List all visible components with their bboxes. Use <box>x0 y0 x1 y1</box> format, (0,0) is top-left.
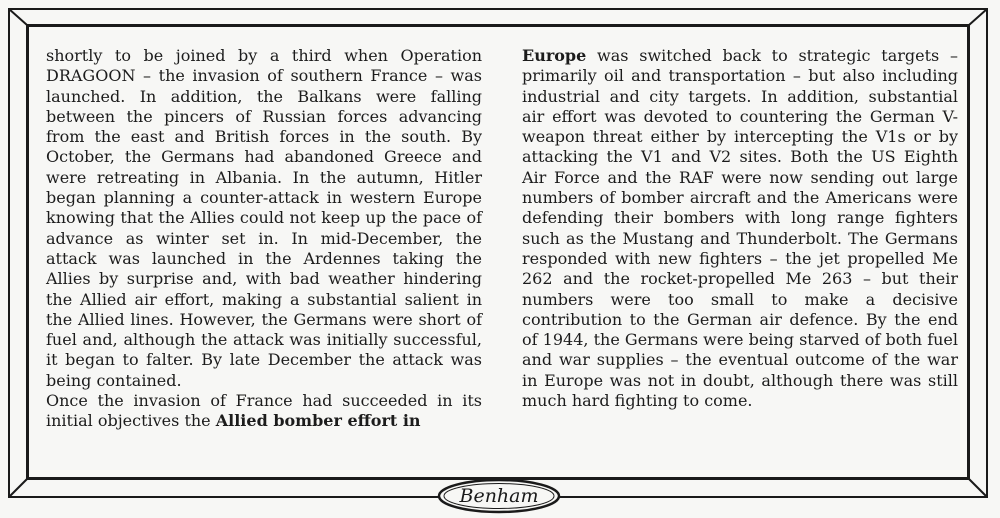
benham-logo <box>437 478 561 514</box>
benham-logo-text: Benham <box>459 485 539 507</box>
left-paragraph-1: shortly to be joined by a third when Operation DRAGOON – the invasion of southern France – was launched. In addition, the Balkans were falling between the pincers of Russian forces advancing from the east and British forces in the south. By October, the Germans had abandoned Greece and were retreating in Albania. In the autumn, Hitler began planning a counter-attack in western Europe knowing that the Allies could not keep up the pace of advance as winter set in. In mid-December, the attack was launched in the Ardennes taking the Allies by surprise and, with bad weather hindering the Allied air effort, making a substantial salient in the Allied lines. However, the Germans were short of fuel and, although the attack was initially successful, it began to falter. By late December the attack was being contained. <box>46 46 482 390</box>
left-paragraph-2 <box>46 391 482 432</box>
left-paragraph-2-bold: Allied bomber effort in <box>215 411 421 431</box>
left-text-column <box>46 46 482 432</box>
left-paragraph-2-text: Once the invasion of France had succeeded in its initial objectives the <box>46 391 482 431</box>
right-paragraph-bold: Europe <box>522 46 587 65</box>
right-paragraph-1 <box>522 46 958 411</box>
right-paragraph-text: was switched back to strategic targets – primarily oil and transportation – but also including industrial and city targets. In addition, substantial air effort was devoted to countering the German V-weapon threat either by intercepting the V1s or by attacking the V1 and V2 sites. Both the US Eighth Air Force and the RAF were now sending out large numbers of bomber aircraft and the Americans were defending their bombers with long range fighters such as the Mustang and Thunderbolt. The Germans responded with new fighters – the jet propelled Me 262 and the rocket-propelled Me 263 – but their numbers were too small to make a decisive contribution to the German air defence. By the end of 1944, the Germans were being starved of both fuel and war supplies – the eventual outcome of the war in Europe was not in doubt, although there was still much hard fighting to come. <box>522 46 958 411</box>
right-text-column <box>522 46 958 411</box>
